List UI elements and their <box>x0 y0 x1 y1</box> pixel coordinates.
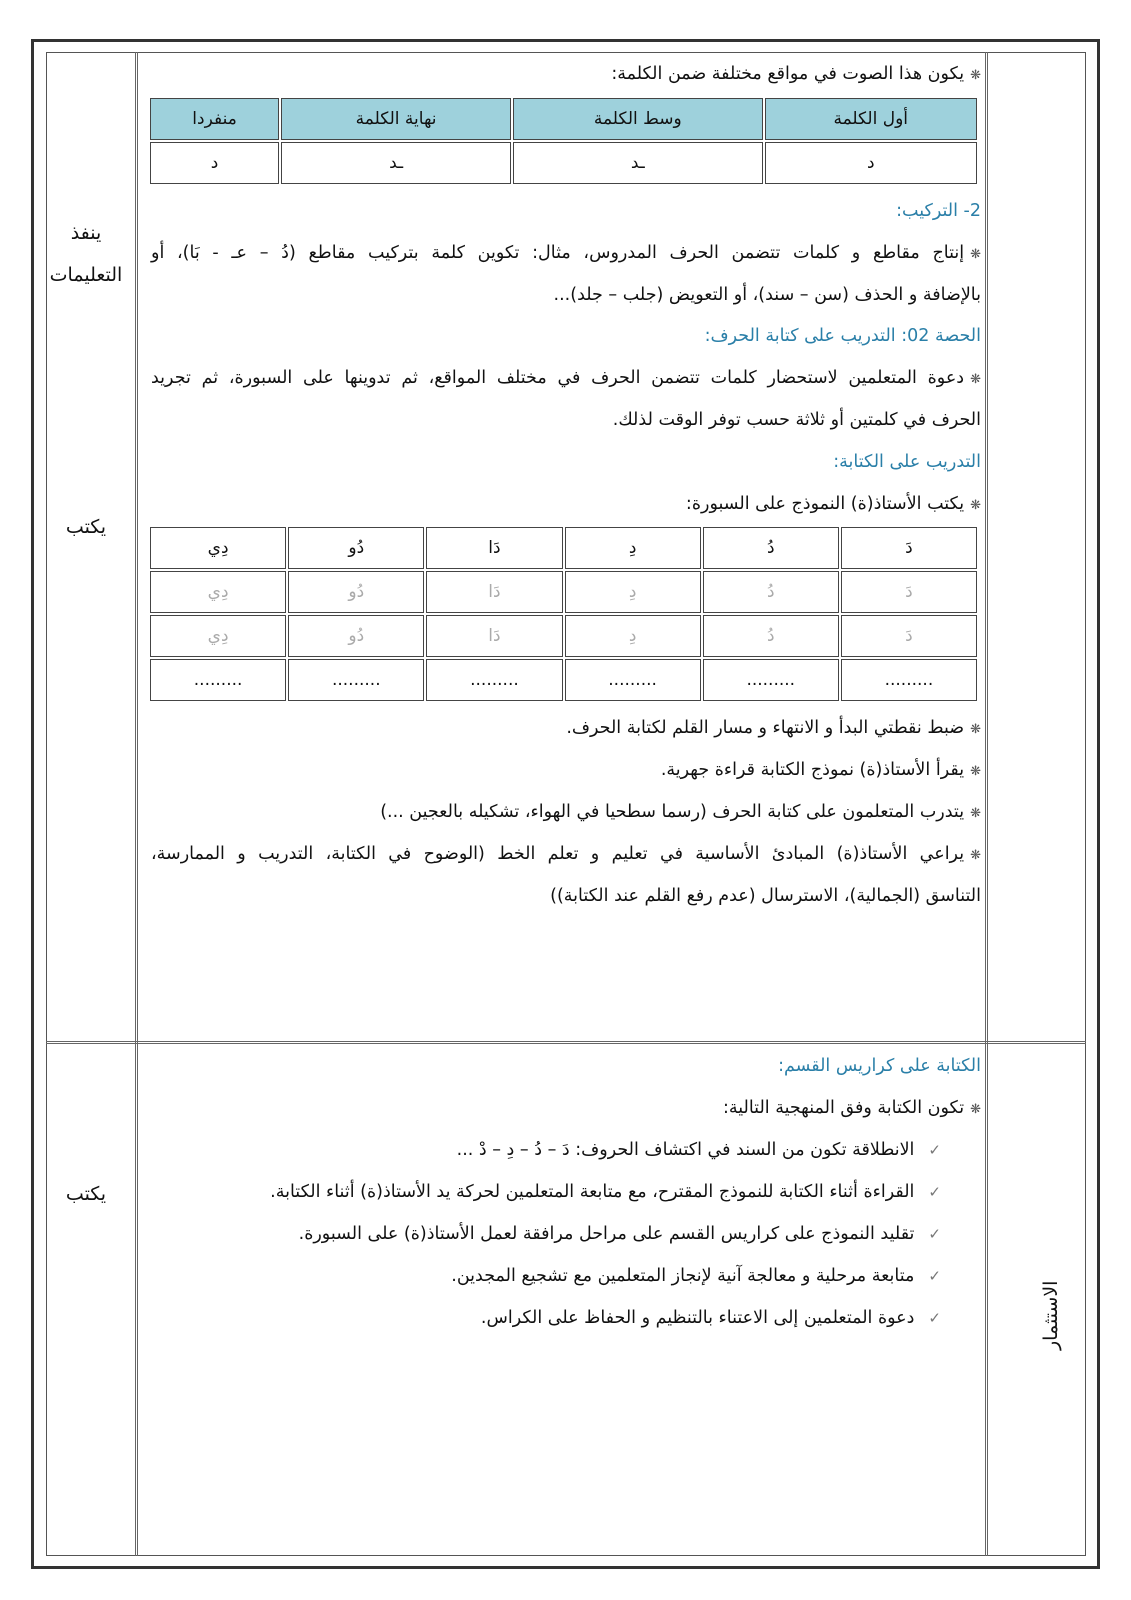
check-icon: ✓ <box>928 1267 941 1285</box>
bullet-icon: ❋ <box>970 247 981 262</box>
bullet-icon: ❋ <box>970 498 981 513</box>
notebook-intro-text: تكون الكتابة وفق المنهجية التالية: <box>722 1098 965 1118</box>
notebook-title: الكتابة على كراريس القسم: <box>778 1056 981 1076</box>
notebook-step <box>151 1182 981 1202</box>
notebook-step-text: دعوة المتعلمين إلى الاعتناء بالتنظيم و الحفاظ على الكراس. <box>480 1308 915 1328</box>
syllable-trace-cell: دُو <box>288 571 424 613</box>
syllable-trace-cell: دُ <box>703 615 839 657</box>
composition-text-1: إنتاج مقاطع و كلمات تتضمن الحرف المدروس، مثال: تكوين كلمة بتركيب مقاطع (دُ – عـ - بَا)، أو <box>151 243 965 263</box>
positions-value-cell: ـد <box>281 142 511 184</box>
session2-title: الحصة 02: التدريب على كتابة الحرف: <box>704 326 981 346</box>
positions-header-cell: أول الكلمة <box>765 98 978 140</box>
note-text: يراعي الأستاذ(ة) المبادئ الأساسية في تعليم و تعلم الخط (الوضوح في الكتابة، التدريب و الممارسة، <box>151 844 965 864</box>
notebook-step <box>151 1266 981 1286</box>
syllable-trace-cell: دِ <box>565 615 701 657</box>
syllables-row-trace-1 <box>150 571 977 613</box>
notebook-step-text: متابعة مرحلية و معالجة آنية لإنجاز المتعلمين مع تشجيع المجدين. <box>451 1266 915 1286</box>
syllable-cell: دِي <box>150 527 286 569</box>
note-line <box>151 802 981 822</box>
positions-header-cell: وسط الكلمة <box>513 98 762 140</box>
syllable-trace-cell: دَا <box>426 571 562 613</box>
syllable-trace-cell: دِ <box>565 571 701 613</box>
syllable-cell: دَ <box>841 527 977 569</box>
side-label-write-1: يكتب <box>65 516 107 538</box>
row-divider <box>46 1041 1086 1044</box>
notebook-intro <box>151 1098 981 1118</box>
positions-value-cell: د <box>765 142 978 184</box>
session2-line-2: الحرف في كلمتين أو ثلاثة حسب توفر الوقت لذلك. <box>612 410 981 430</box>
composition-line-1 <box>151 243 981 263</box>
blank-cell: ......... <box>426 659 562 701</box>
bullet-icon: ❋ <box>970 1102 981 1117</box>
positions-value-cell: د <box>150 142 279 184</box>
check-icon: ✓ <box>928 1225 941 1243</box>
side-label-execute-top: ينفذ <box>70 222 102 244</box>
syllable-trace-cell: دِي <box>150 615 286 657</box>
blank-cell: ......... <box>565 659 701 701</box>
syllables-row-trace-2 <box>150 615 977 657</box>
bullet-icon: ❋ <box>970 806 981 821</box>
check-icon: ✓ <box>928 1141 941 1159</box>
notebook-step-text: القراءة أثناء الكتابة للنموذج المقترح، مع متابعة المتعلمين لحركة يد الأستاذ(ة) أثناء الكتابة. <box>270 1182 915 1202</box>
positions-value-cell: ـد <box>513 142 762 184</box>
phase-label: الاستثمار <box>1040 1280 1062 1350</box>
session2-line-1 <box>151 368 981 388</box>
note-text: يقرأ الأستاذ(ة) نموذج الكتابة قراءة جهرية. <box>660 760 965 780</box>
note-line <box>151 718 981 738</box>
writing-practice-intro <box>151 494 981 514</box>
syllables-row-model <box>150 527 977 569</box>
note-text: يتدرب المتعلمون على كتابة الحرف (رسما سطحيا في الهواء، تشكيله بالعجين ...) <box>380 802 965 822</box>
notebook-step-text: الانطلاقة تكون من السند في اكتشاف الحروف: دَ – دُ – دِ – دْ ... <box>456 1140 915 1160</box>
notebook-step <box>151 1224 981 1244</box>
writing-practice-title: التدريب على الكتابة: <box>833 452 981 472</box>
positions-header-row <box>150 98 977 140</box>
note-text: ضبط نقطتي البدأ و الانتهاء و مسار القلم لكتابة الحرف. <box>566 718 965 738</box>
syllable-trace-cell: دُ <box>703 571 839 613</box>
notebook-step-text: تقليد النموذج على كراريس القسم على مراحل مرافقة لعمل الأستاذ(ة) على السبورة. <box>298 1224 915 1244</box>
positions-value-row <box>150 142 977 184</box>
notebook-step <box>151 1140 981 1160</box>
intro-line <box>151 64 981 84</box>
check-icon: ✓ <box>928 1183 941 1201</box>
syllable-cell: دُو <box>288 527 424 569</box>
bullet-icon: ❋ <box>970 848 981 863</box>
blank-cell: ......... <box>150 659 286 701</box>
bullet-icon: ❋ <box>970 68 981 83</box>
blank-cell: ......... <box>703 659 839 701</box>
blank-cell: ......... <box>288 659 424 701</box>
composition-title: 2- التركيب: <box>896 201 981 221</box>
syllables-table <box>148 525 979 703</box>
composition-line-2: بالإضافة و الحذف (سن – سند)، أو التعويض (جلب – جلد)... <box>553 285 981 305</box>
syllable-trace-cell: دَا <box>426 615 562 657</box>
syllable-trace-cell: دَ <box>841 571 977 613</box>
bullet-icon: ❋ <box>970 722 981 737</box>
bullet-icon: ❋ <box>970 764 981 779</box>
positions-header-cell: منفردا <box>150 98 279 140</box>
syllable-cell: دَا <box>426 527 562 569</box>
note-line-continued: التناسق (الجمالية)، الاسترسال (عدم رفع القلم عند الكتابة)) <box>550 886 981 906</box>
note-line <box>151 844 981 864</box>
positions-header-cell: نهاية الكلمة <box>281 98 511 140</box>
syllable-cell: دِ <box>565 527 701 569</box>
syllable-trace-cell: دِي <box>150 571 286 613</box>
session2-text-1: دعوة المتعلمين لاستحضار كلمات تتضمن الحرف في مختلف المواقع، ثم تدوينها على السبورة، ثم تجريد <box>151 368 965 388</box>
syllable-trace-cell: دَ <box>841 615 977 657</box>
writing-practice-intro-text: يكتب الأستاذ(ة) النموذج على السبورة: <box>685 494 965 514</box>
check-icon: ✓ <box>928 1309 941 1327</box>
syllable-trace-cell: دُو <box>288 615 424 657</box>
blank-cell: ......... <box>841 659 977 701</box>
positions-table <box>148 96 979 186</box>
side-label-execute <box>41 212 131 296</box>
notebook-step <box>151 1308 981 1328</box>
bullet-icon: ❋ <box>970 372 981 387</box>
side-label-write-2: يكتب <box>65 1183 107 1205</box>
syllables-row-blank <box>150 659 977 701</box>
side-label-execute-bottom: التعليمات <box>49 264 123 286</box>
intro-text: يكون هذا الصوت في مواقع مختلفة ضمن الكلمة: <box>611 64 965 84</box>
column-divider-left <box>135 52 138 1556</box>
column-divider-right <box>985 52 988 1556</box>
syllable-cell: دُ <box>703 527 839 569</box>
note-line <box>151 760 981 780</box>
